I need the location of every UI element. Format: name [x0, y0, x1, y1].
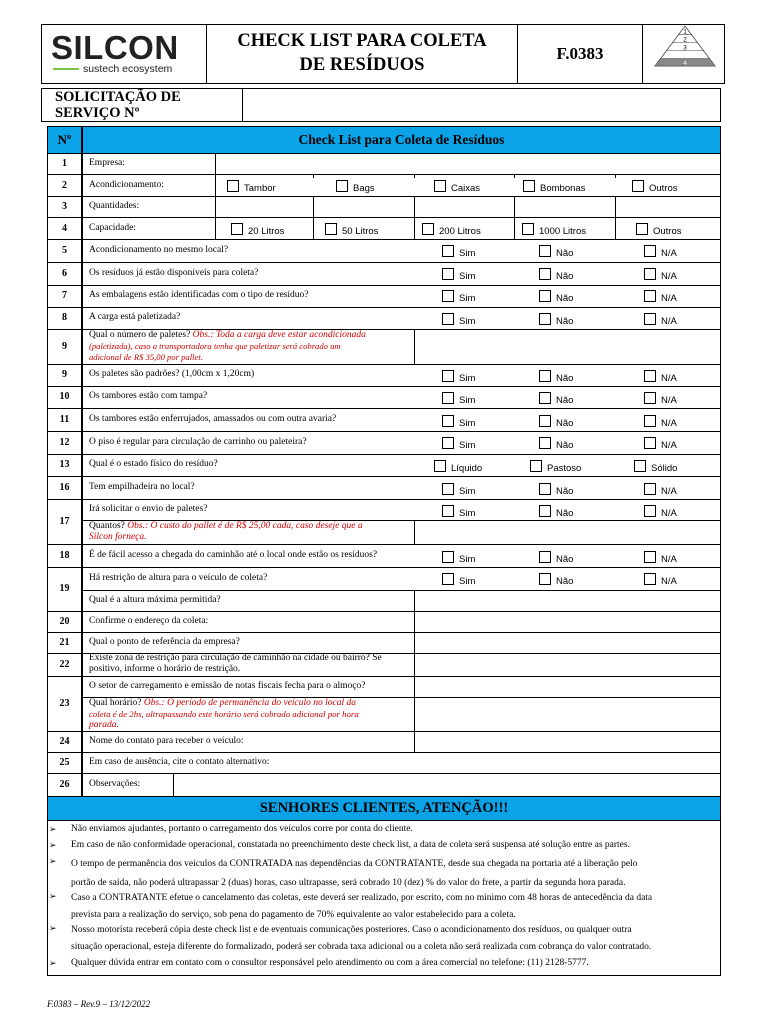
notice-item: ➢ Caso a CONTRATANTE efetue o cancelamento das coletas, este deverá ser realizado, por escrito, com no mínimo com 48 horas de antecedência da data prevista para a realização do serviço, sob pena do pagamento de 70% equivalente ao valor estabelecido para a coleta. — [49, 891, 653, 920]
row-line — [47, 262, 721, 263]
option-nao[interactable]: Não — [539, 505, 573, 519]
tick — [313, 174, 314, 178]
bullet-arrow-icon: ➢ — [49, 958, 57, 968]
checkbox[interactable] — [434, 180, 446, 192]
row-line — [47, 307, 721, 308]
col-line — [173, 773, 174, 797]
option-bags[interactable]: Bags — [336, 180, 375, 194]
checkbox[interactable] — [422, 223, 434, 235]
checkbox[interactable] — [434, 460, 446, 472]
checkbox[interactable] — [636, 223, 648, 235]
col-line — [414, 329, 415, 364]
option-liquido[interactable]: Líquido — [434, 460, 482, 474]
question-altura-maxima: Qual é a altura máxima permitida? — [89, 595, 221, 605]
row-number: 20 — [59, 616, 70, 627]
question-contato-alternativo: Em caso de ausência, cite o contato alternativo: — [89, 757, 270, 767]
checkbox[interactable] — [442, 268, 454, 280]
row-line — [47, 611, 721, 612]
row-number: 22 — [59, 659, 70, 670]
col-line — [215, 174, 216, 196]
option-tambor[interactable]: Tambor — [227, 180, 276, 194]
checkbox[interactable] — [325, 223, 337, 235]
option-sim[interactable]: Sim — [442, 290, 475, 304]
checkbox[interactable] — [644, 290, 656, 302]
option-nao[interactable]: Não — [539, 370, 573, 384]
row-line — [47, 567, 721, 568]
bullet-arrow-icon: ➢ — [49, 824, 57, 834]
checkbox[interactable] — [539, 415, 551, 427]
service-request-field[interactable] — [242, 88, 721, 122]
option-nao[interactable]: Não — [539, 551, 573, 565]
checkbox[interactable] — [644, 505, 656, 517]
title-line2: DE RESÍDUOS — [299, 55, 425, 75]
logo-brand: SILCON — [51, 29, 179, 66]
question-qual-horario: Qual horário? Obs.: O período de permanência do veículo no local da coleta é de 2hs, ultrapassando este horário será cobrado adicional por hora parada. — [89, 698, 359, 730]
option-caixas[interactable]: Caixas — [434, 180, 480, 194]
row-number: 23 — [59, 698, 70, 709]
pyramid-icon — [653, 24, 717, 68]
question-restricao-altura: Há restrição de altura para o veículo de coleta? — [89, 573, 268, 583]
checkbox[interactable] — [539, 268, 551, 280]
option-na[interactable]: N/A — [644, 415, 677, 429]
document-title — [206, 29, 518, 77]
question-empresa: Empresa: — [89, 158, 125, 168]
option-nao[interactable]: Não — [539, 437, 573, 451]
question-capacidade: Capacidade: — [89, 223, 136, 233]
col-line — [514, 217, 515, 239]
option-sim[interactable]: Sim — [442, 551, 475, 565]
row-line — [82, 590, 721, 591]
option-na[interactable]: N/A — [644, 245, 677, 259]
checkbox[interactable] — [539, 437, 551, 449]
option-na[interactable]: N/A — [644, 290, 677, 304]
bullet-arrow-icon: ➢ — [49, 856, 57, 866]
checkbox[interactable] — [539, 573, 551, 585]
row-number: 19 — [59, 583, 70, 594]
col-line — [414, 590, 415, 753]
row-line — [47, 386, 721, 387]
checkbox[interactable] — [227, 180, 239, 192]
col-line — [215, 153, 216, 174]
checkbox[interactable] — [442, 573, 454, 585]
table-header-num-label: Nº — [57, 132, 72, 147]
option-na[interactable]: N/A — [644, 483, 677, 497]
checkbox[interactable] — [632, 180, 644, 192]
checkbox[interactable] — [539, 505, 551, 517]
table-header-title: Check List para Coleta de Resíduos — [298, 132, 505, 147]
question-paletizada: A carga está paletizada? — [89, 312, 181, 322]
row-number: 1 — [62, 158, 67, 169]
row-line — [47, 196, 721, 197]
option-200-litros[interactable]: 200 Litros — [422, 223, 481, 237]
checkbox[interactable] — [644, 551, 656, 563]
option-nao[interactable]: Não — [539, 415, 573, 429]
row-line — [47, 731, 721, 732]
row-line — [47, 544, 721, 545]
checkbox[interactable] — [644, 392, 656, 404]
option-sim[interactable]: Sim — [442, 268, 475, 282]
option-na[interactable]: N/A — [644, 392, 677, 406]
pyramid-level-1: 1 — [683, 28, 687, 36]
pyramid-level-2: 2 — [683, 36, 687, 44]
row-line — [47, 676, 721, 677]
row-number: 25 — [59, 757, 70, 768]
row-line — [47, 476, 721, 477]
pyramid-level-3: 3 — [683, 44, 687, 52]
checkbox[interactable] — [539, 483, 551, 495]
checkbox[interactable] — [530, 460, 542, 472]
form-code: F.0383 — [556, 44, 604, 63]
question-acesso-caminhao: É de fácil acesso a chegada do caminhão até o local onde estão os resíduos? — [89, 550, 378, 560]
option-na[interactable]: N/A — [644, 313, 677, 327]
col-line — [414, 217, 415, 239]
row-number: 9 — [62, 341, 67, 352]
row-number: 11 — [59, 414, 70, 425]
question-tambores-tampa: Os tambores estão com tampa? — [89, 391, 208, 401]
row-number: 26 — [59, 779, 70, 790]
question-mesmo-local: Acondicionamento no mesmo local? — [89, 245, 229, 255]
option-sim[interactable]: Sim — [442, 313, 475, 327]
col-line — [615, 196, 616, 217]
checkbox[interactable] — [539, 551, 551, 563]
row-line — [47, 752, 721, 753]
question-num-paletes: Qual o número de paletes? Obs.: Toda a carga deve estar acondicionada (paletizada), caso a transportadora tenha que paletizar será cobrado um adicional de R$ 35,00 por pallet. — [89, 330, 366, 362]
row-number: 5 — [62, 245, 67, 256]
silcon-logo — [51, 30, 201, 80]
question-quantidades: Quantidades: — [89, 201, 140, 211]
row-number: 21 — [59, 637, 70, 648]
question-estado-fisico: Qual é o estado físico do resíduo? — [89, 459, 218, 469]
col-line — [414, 196, 415, 217]
checkbox[interactable] — [522, 223, 534, 235]
option-sim[interactable]: Sim — [442, 573, 475, 587]
logo-tagline: sustech ecosystem — [83, 63, 173, 75]
option-nao[interactable]: Não — [539, 290, 573, 304]
option-nao[interactable]: Não — [539, 313, 573, 327]
row-line — [47, 431, 721, 432]
option-nao[interactable]: Não — [539, 573, 573, 587]
option-sim[interactable]: Sim — [442, 392, 475, 406]
notice-title: SENHORES CLIENTES, ATENÇÃO!!! — [259, 800, 509, 816]
option-na[interactable]: N/A — [644, 268, 677, 282]
checkbox[interactable] — [442, 505, 454, 517]
bullet-arrow-icon: ➢ — [49, 891, 57, 901]
notice-item: ➢ Em caso de não conformidade operacional, constatada no preenchimento deste check list, a data de coleta será suspensa até solução entre as partes. — [49, 840, 630, 850]
checkbox[interactable] — [442, 290, 454, 302]
checkbox[interactable] — [539, 290, 551, 302]
option-na[interactable]: N/A — [644, 551, 677, 565]
option-solido[interactable]: Sólido — [634, 460, 677, 474]
notice-item: ➢ Não enviamos ajudantes, portanto o carregamento dos veículos corre por conta do cliente. — [49, 824, 413, 834]
question-quantos: Quantos? Obs.: O custo do pallet é de R$ 25,00 cada, caso deseje que a Silcon forneça. — [89, 521, 363, 542]
option-bombonas[interactable]: Bombonas — [523, 180, 585, 194]
question-paletes-padrao: Os paletes são padrões? (1,00cm x 1,20cm) — [89, 369, 255, 379]
checkbox[interactable] — [539, 313, 551, 325]
row-number: 7 — [62, 290, 67, 301]
bullet-arrow-icon: ➢ — [49, 840, 57, 850]
checkbox[interactable] — [644, 370, 656, 382]
option-sim[interactable]: Sim — [442, 370, 475, 384]
option-nao[interactable]: Não — [539, 245, 573, 259]
row-line — [47, 408, 721, 409]
question-embalagens: As embalagens estão identificadas com o tipo de resíduo? — [89, 290, 309, 300]
col-line — [313, 217, 314, 239]
question-empilhadeira: Tem empilhadeira no local? — [89, 482, 195, 492]
checkbox[interactable] — [523, 180, 535, 192]
pyramid-level-4: 4 — [683, 60, 687, 67]
row-number: 9 — [62, 369, 67, 380]
row-line — [47, 632, 721, 633]
checkbox[interactable] — [644, 415, 656, 427]
row-number: 12 — [59, 437, 70, 448]
row-line — [47, 499, 721, 500]
option-na[interactable]: N/A — [644, 370, 677, 384]
option-sim[interactable]: Sim — [442, 437, 475, 451]
checkbox[interactable] — [644, 573, 656, 585]
option-nao[interactable]: Não — [539, 483, 573, 497]
bullet-arrow-icon: ➢ — [49, 923, 57, 933]
checkbox[interactable] — [539, 370, 551, 382]
row-line — [47, 773, 721, 774]
tick — [414, 174, 415, 178]
row-number: 6 — [62, 268, 67, 279]
option-sim[interactable]: Sim — [442, 505, 475, 519]
row-number: 10 — [59, 391, 70, 402]
row-line — [47, 364, 721, 365]
notice-item: ➢ Nosso motorista receberá cópia deste check list e de eventuais comunicações posteriores. Caso o acondicionamento dos resíduos, ou qualquer outra situação operacional, esteja diferente do formalizado, poderá ser cobrada taxa adicional ou a coleta não será realizada com cobrança do valor contratado. — [49, 923, 652, 952]
option-outros-capacidade[interactable]: Outros — [636, 223, 682, 237]
row-line — [47, 217, 721, 218]
tick — [615, 174, 616, 178]
checkbox[interactable] — [539, 245, 551, 257]
service-request-label: SOLICITAÇÃO DE SERVIÇO Nº — [55, 89, 181, 121]
row-number: 13 — [59, 459, 70, 470]
row-number: 24 — [59, 736, 70, 747]
checkbox[interactable] — [442, 245, 454, 257]
col-line — [313, 196, 314, 217]
question-contato: Nome do contato para receber o veículo: — [89, 736, 244, 746]
checkbox[interactable] — [442, 415, 454, 427]
option-outros[interactable]: Outros — [632, 180, 678, 194]
option-20-litros[interactable]: 20 Litros — [231, 223, 284, 237]
row-number: 3 — [62, 201, 67, 212]
question-acondicionamento: Acondicionamento: — [89, 180, 164, 190]
question-endereco: Confirme o endereço da coleta: — [89, 616, 209, 626]
checkbox[interactable] — [644, 268, 656, 280]
question-almoco: O setor de carregamento e emissão de notas fiscais fecha para o almoço? — [89, 681, 366, 691]
checkbox[interactable] — [644, 437, 656, 449]
question-referencia: Qual o ponto de referência da empresa? — [89, 637, 240, 647]
notice-item: ➢ Qualquer dúvida entrar em contato com o consultor responsável pelo atendimento ou com a área comercial no telefone: (11) 2128-5777. — [49, 958, 589, 968]
option-nao[interactable]: Não — [539, 392, 573, 406]
row-number: 4 — [62, 223, 67, 234]
col-line — [514, 196, 515, 217]
question-tambores-avaria: Os tambores estão enferrujados, amassados ou com outra avaria? — [89, 414, 337, 424]
option-1000-litros[interactable]: 1000 Litros — [522, 223, 586, 237]
question-envio-paletes: Irá solicitar o envio de paletes? — [89, 504, 208, 514]
option-sim[interactable]: Sim — [442, 415, 475, 429]
footer-revision: F.0383 – Rev.9 – 13/12/2022 — [47, 999, 151, 1009]
title-line1: CHECK LIST PARA COLETA — [237, 31, 487, 51]
row-line — [47, 153, 721, 154]
col-line — [615, 217, 616, 239]
option-na[interactable]: N/A — [644, 573, 677, 587]
row-number: 16 — [59, 482, 70, 493]
checkbox[interactable] — [442, 437, 454, 449]
option-pastoso[interactable]: Pastoso — [530, 460, 581, 474]
question-zona-restricao: Existe zona de restrição para circulação de caminhão na cidade ou bairro? Se positivo, informe o horário de restrição. — [89, 653, 382, 674]
notice-item: ➢ O tempo de permanência dos veículos da CONTRATADA nas dependências da CONTRATANTE, desde sua chegada na portaria até a liberação pelo portão de saída, não poderá ultrapassar 2 (duas) horas, caso ultrapasse, será cobrado 10 (dez) % do valor do frete, a partir da segunda hora parada. — [49, 856, 638, 888]
checkbox[interactable] — [634, 460, 646, 472]
option-50-litros[interactable]: 50 Litros — [325, 223, 378, 237]
option-sim[interactable]: Sim — [442, 483, 475, 497]
tick — [514, 174, 515, 178]
row-line — [47, 285, 721, 286]
checkbox[interactable] — [442, 313, 454, 325]
checkbox[interactable] — [644, 245, 656, 257]
row-line — [47, 239, 721, 240]
col-line — [215, 217, 216, 239]
row-line — [47, 454, 721, 455]
checkbox[interactable] — [442, 551, 454, 563]
logo-dash — [53, 68, 79, 70]
option-na[interactable]: N/A — [644, 437, 677, 451]
option-nao[interactable]: Não — [539, 268, 573, 282]
row-number: 17 — [59, 516, 70, 527]
checkbox[interactable] — [336, 180, 348, 192]
col-line — [414, 520, 415, 544]
checkbox[interactable] — [442, 370, 454, 382]
col-line — [215, 196, 216, 217]
row-number: 18 — [59, 550, 70, 561]
checkbox[interactable] — [644, 313, 656, 325]
checkbox[interactable] — [442, 392, 454, 404]
question-observacoes: Observações: — [89, 779, 141, 789]
question-disponiveis: Os resíduos já estão disponíveis para coleta? — [89, 268, 259, 278]
checkbox[interactable] — [442, 483, 454, 495]
row-number: 8 — [62, 312, 67, 323]
option-sim[interactable]: Sim — [442, 245, 475, 259]
row-number: 2 — [62, 180, 67, 191]
option-na[interactable]: N/A — [644, 505, 677, 519]
checkbox[interactable] — [539, 392, 551, 404]
row-line — [47, 174, 721, 175]
checkbox[interactable] — [231, 223, 243, 235]
question-piso: O piso é regular para circulação de carrinho ou paleteira? — [89, 437, 307, 447]
checkbox[interactable] — [644, 483, 656, 495]
